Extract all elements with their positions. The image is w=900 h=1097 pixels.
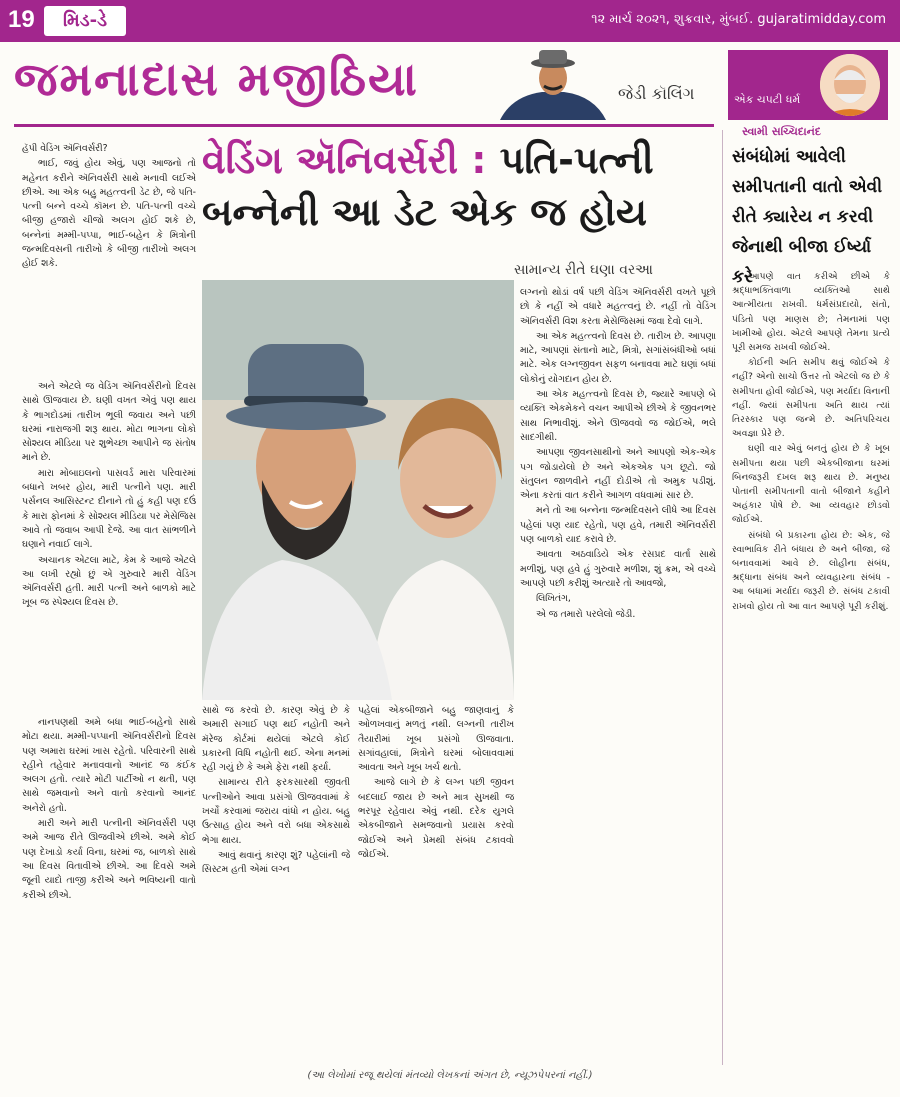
headline-rest: પતિ-પત્ની bbox=[486, 138, 654, 182]
body-column-2 bbox=[202, 704, 350, 1066]
left-column-top bbox=[22, 142, 196, 378]
body-paragraph: મારી અને મારી પત્નીની ઍનિવર્સરી પણ અમે આજ રીતે ઊજવીએ છીએ. અમે કોઈ પણ દેખાડો કર્યા વિના, ઘરમાં જ, બાળકો સાથે આ દિવસ વિતાવીએ છીએ. આ દિવસે અમે જૂની યાદો તાજી કરીએ અને ભવિષ્યની વાતો કરીએ છીએ. bbox=[22, 818, 196, 901]
author-photo bbox=[492, 48, 614, 120]
sidebar-author-photo bbox=[820, 54, 880, 116]
couple-photo bbox=[202, 280, 514, 700]
body-paragraph: પહેલાં એકબીજાને બહુ જાણવાનું કે ઓળખવાનું મળતું નથી. લગ્નની તારીખ તૈયારીમાં ખૂબ પ્રસંગો ઊજવાતા. સગાંવહાલાં, મિત્રોને ઘરમાં બોલાવવામાં આવતા અને ખૂબ ખર્ચ થતો. bbox=[358, 705, 514, 774]
body-paragraph: આવું થવાનું કારણ શું? પહેલાંની જે સિસ્ટમ હતી એમાં લગ્ન bbox=[202, 849, 350, 876]
article-deck: સામાન્ય રીતે ઘણા વરઆ bbox=[514, 262, 653, 278]
body-paragraph: લગ્નનો થોડાં વર્ષ પછી વેડિંગ ઍનિવર્સરી વખતે પૂછો છો કે નહીં એ વધારે મહત્ત્વનું છે. નહીં તો વેડિંગ ઍનિવર્સરી વિશ કરતા મેસેજિસમાં જવા દેવો લાગે. bbox=[520, 287, 716, 327]
signature: એ જ તમારો પરલેલો જેડી. bbox=[536, 608, 636, 620]
headline-line-2: બન્નેની આ ડેટ એક જ હોય bbox=[202, 190, 648, 234]
sidebar-author: સ્વામી સચ્ચિદાનંદ bbox=[742, 125, 822, 138]
body-paragraph: આજે લાગે છે કે લગ્ન પછી જીવન બદલાઈ જાય છે અને માત્ર સુખથી જ ભરપૂર રહેવાય એવું નથી. દરેક યુગલે એકબીજાને સમજવાનો પ્રયાસ કરવો જોઈએ અને પ્રેમથી સંબંધ ટકાવવો જોઈએ. bbox=[358, 777, 514, 860]
sidebar-paragraph: સંબંધો બે પ્રકારના હોય છે: એક, જે સ્વાભાવિક રીતે બંધાય છે અને બીજા, જે બનાવવામાં આવે છે. લોહીના સંબંધ, શ્રદ્ધાના સંબંધ અને વ્યવહારના સંબંધ - આ બધામાં મર્યાદા જરૂરી છે. સંબંધ ટકાવી રાખવો હોય તો આ વાત આપણે પૂરી કરીશું. bbox=[732, 529, 890, 612]
body-paragraph: મને તો આ બન્નેના જન્મદિવસને લીધે આ દિવસ પહેલાં પણ યાદ રહેતો, પણ હવે, તમારી ઍનિવર્સરી પણ બાળકો યાદ કરાવે છે. bbox=[520, 505, 716, 546]
body-paragraph: આ એક મહત્ત્વનો દિવસ છે. તારીખ છે. આપણા માટે, આપણાં સંતાનો માટે, મિત્રો, સગાંસંબંધીઓ બધાં માટે. એક લગ્નજીવન સફળ બનાવવા માટે ઘણાં બધાં લોકોનું યોગદાન હોય છે. bbox=[520, 330, 716, 385]
page-number: 19 bbox=[8, 6, 35, 33]
body-paragraph: ભાઈ, જવું હોય એવું, પણ આજનો તો મહેનત કરીને ઍનિવર્સરી સાથે મનાવી લઈએ છીએ. આ એક બહુ મહત્ત્વની ડેટ છે, જે પતિ-પત્ની બન્ને વચ્ચે કૉમન છે. પતિ-પત્ની વચ્ચે બીજી હજારો ચીજો અલગ હોઈ શકે છે, બન્નેનાં મમ્મી-પપ્પા, ભાઈ-બહેન કે મિત્રોની જન્મદિવસની તારીખો કે બીજી તારીખો અલગ હોઈ શકે. bbox=[22, 158, 196, 270]
article-headline bbox=[202, 134, 708, 238]
signoff: લિખિતંગ, bbox=[536, 593, 571, 605]
body-paragraph: આપણા જીવનસાથીનો અને આપણો એક-એક પગ જોડાયેલો છે અને એકએક પગ છૂટો. જો સંતુલન જાળવીને નહીં દોડીએ તો અમુક પડીશું. એના કરતાં વાત કરીને આગળ વધવામાં સાર છે. bbox=[520, 447, 716, 502]
body-column-4 bbox=[520, 286, 716, 1066]
headline-accent: વેડિંગ ઍનિવર્સરી : bbox=[202, 138, 487, 182]
body-paragraph: હૅપી વેડિંગ ઍનિવર્સરી? bbox=[22, 143, 108, 154]
sidebar-label: એક ચપટી ધર્મ bbox=[734, 93, 801, 106]
header-rule bbox=[14, 124, 714, 127]
body-paragraph: સાથે જ કરવો છે. કારણ એવું છે કે અમારી સગાઈ પણ થઈ નહોતી અને મૅરેજ કોર્ટમાં થયેલાં એટલે કોઈ પ્રકારની વિધિ નહોતી થઈ. એના મનમાં રહી ગયું છે કે અમે ફેરા નથી ફર્યા. bbox=[202, 705, 350, 774]
body-paragraph: નાનપણથી અમે બધા ભાઈ-બહેનો સાથે મોટા થયા. મમ્મી-પપ્પાની ઍનિવર્સરીનો દિવસ પણ અમારા ઘરમાં ખાસ રહેતો. પરિવારની સાથે રહીને તહેવાર મનાવવાનો આનંદ જ કંઈક અલગ હતો. ત્યારે મોટી પાર્ટીઓ ન થતી, પણ સાથે જમવાનો અને વાતો કરવાનો આનંદ અનેરો હતો. bbox=[22, 717, 196, 814]
body-paragraph: સામાન્ય રીતે ફરકસારથી જીવતી પત્નીઓને આવા પ્રસંગો ઊજવવામાં કે ખર્ચો કરવામાં જરાય વાંધો ન હોય. બહુ ઉત્સાહ હોય અને વરો બધા એકસાથે ભેગા થાય. bbox=[202, 777, 350, 846]
column-divider bbox=[722, 130, 723, 1065]
column-title: જમનાદાસ મજીઠિયા bbox=[14, 52, 419, 106]
left-column-bottom bbox=[22, 716, 196, 1066]
body-paragraph: આ એક મહત્ત્વનો દિવસ છે, જ્યારે આપણે બે વ્યક્તિ એકમેકને વચન આપીએ છીએ કે જીવનભર સાથ નિભાવીશું. એને ઊજવવો જ જોઈએ, ભલે સાદગીથી. bbox=[520, 389, 716, 443]
sidebar-body bbox=[732, 270, 890, 1066]
disclaimer: (આ લેખોમાં રજૂ થયેલાં મંતવ્યો લેખકનાં અંગત છે, ન્યૂઝપેપરનાં નહીં.) bbox=[307, 1070, 593, 1081]
dateline: ૧૨ માર્ચ ૨૦૨૧, શુક્રવાર, મુંબઈ. gujaratimidday.com bbox=[591, 12, 886, 27]
body-paragraph: અને એટલે જ વેડિંગ ઍનિવર્સરીનો દિવસ સાથે ઊજવાય છે. ઘણી વખત એવું પણ થાય કે ભાગદોડમાં તારીખ ભૂલી જવાય અને પછી ઘરમાં નારાજગી શરૂ થાય. મોટા ભાગના લોકો સોશ્યલ મીડિયા પર શુભેચ્છા આપીને જ સંતોષ માને છે. bbox=[22, 381, 196, 464]
body-paragraph: મારા મોબાઇલનો પાસવર્ડ મારા પરિવારમાં બધાને ખબર હોય, મારી પત્નીને પણ. મારી પર્સનલ આસિસ્ટન્ટ દીનાને તો હું કહી પણ દઉં કે મારા ફોનમાં કે સોશ્યલ મીડિયા પર મેસેજિસ આવે તો જવાબ આપી દેજે. આ વાત સાંભળીને ઘણાને નવાઈ લાગે. bbox=[22, 467, 196, 551]
sidebar-paragraph: કોઈની અતિ સમીપ થવું જોઈએ કે નહીં? એનો સાચો ઉત્તર તો એટલો જ છે કે સમીપતા હોવી જોઈએ, પણ મર્યાદા વિનાની નહીં. જ્યાં સમીપતા અતિ થાય ત્યાં તિરસ્કાર પણ જન્મે છે. અતિપરિચય અવજ્ઞા પ્રેરે છે. bbox=[732, 357, 890, 440]
left-column-middle bbox=[22, 380, 196, 716]
body-column-3 bbox=[358, 704, 514, 1066]
column-kicker: જેડી કૉલિંગ bbox=[618, 84, 695, 103]
section-logo: મિડ-ડે bbox=[44, 6, 126, 36]
body-paragraph: આવતા અઠવાડિયે એક રસપ્રદ વાર્તા સાથે મળીશું, પણ હવે હું ગુરુવારે મળીશ, શું ક્રમ, એ વચ્ચે આપણે પછી કરીશું અત્યારે તો આવજો, bbox=[520, 549, 716, 589]
sidebar-headline: સંબંધોમાં આવેલી સમીપતાની વાતો એવી રીતે ક્યારેય ન કરવી જેનાથી બીજા ઈર્ષ્યા કરે bbox=[732, 147, 883, 287]
sidebar-paragraph: આપણે વાત કરીએ છીએ કે શ્રદ્ધાભક્તિવાળા વ્યક્તિઓ સાથે આત્મીયતા રાખવી. ધર્મસંપ્રદાયો, સંતો, પંડિતો પણ માણસ છે; તેમનામાં પણ ખામીઓ હોય. એટલે આપણે તેમના પ્રત્યે પૂરી સમજ રાખવી જોઈએ. bbox=[732, 271, 890, 354]
body-paragraph: અચાનક એટલા માટે, કેમ કે આજે એટલે આ લખી રહ્યો છું એ ગુરુવારે મારી વેડિંગ ઍનિવર્સરી હતી. મારી પત્ની અને બાળકો માટે ખૂબ જ સ્પેશ્યલ દિવસ છે. bbox=[22, 554, 196, 609]
sidebar-paragraph: ઘણી વાર એવું બનતું હોય છે કે ખૂબ સમીપતા થયા પછી એકબીજાના ઘરમાં બિનજરૂરી દખલ શરૂ થાય છે. મનુષ્ય પોતાની સમીપતાની વાતો બીજાને કહીને અહંકાર પોષે છે. આ વ્યવહાર છોડવો જોઈએ. bbox=[732, 443, 890, 526]
